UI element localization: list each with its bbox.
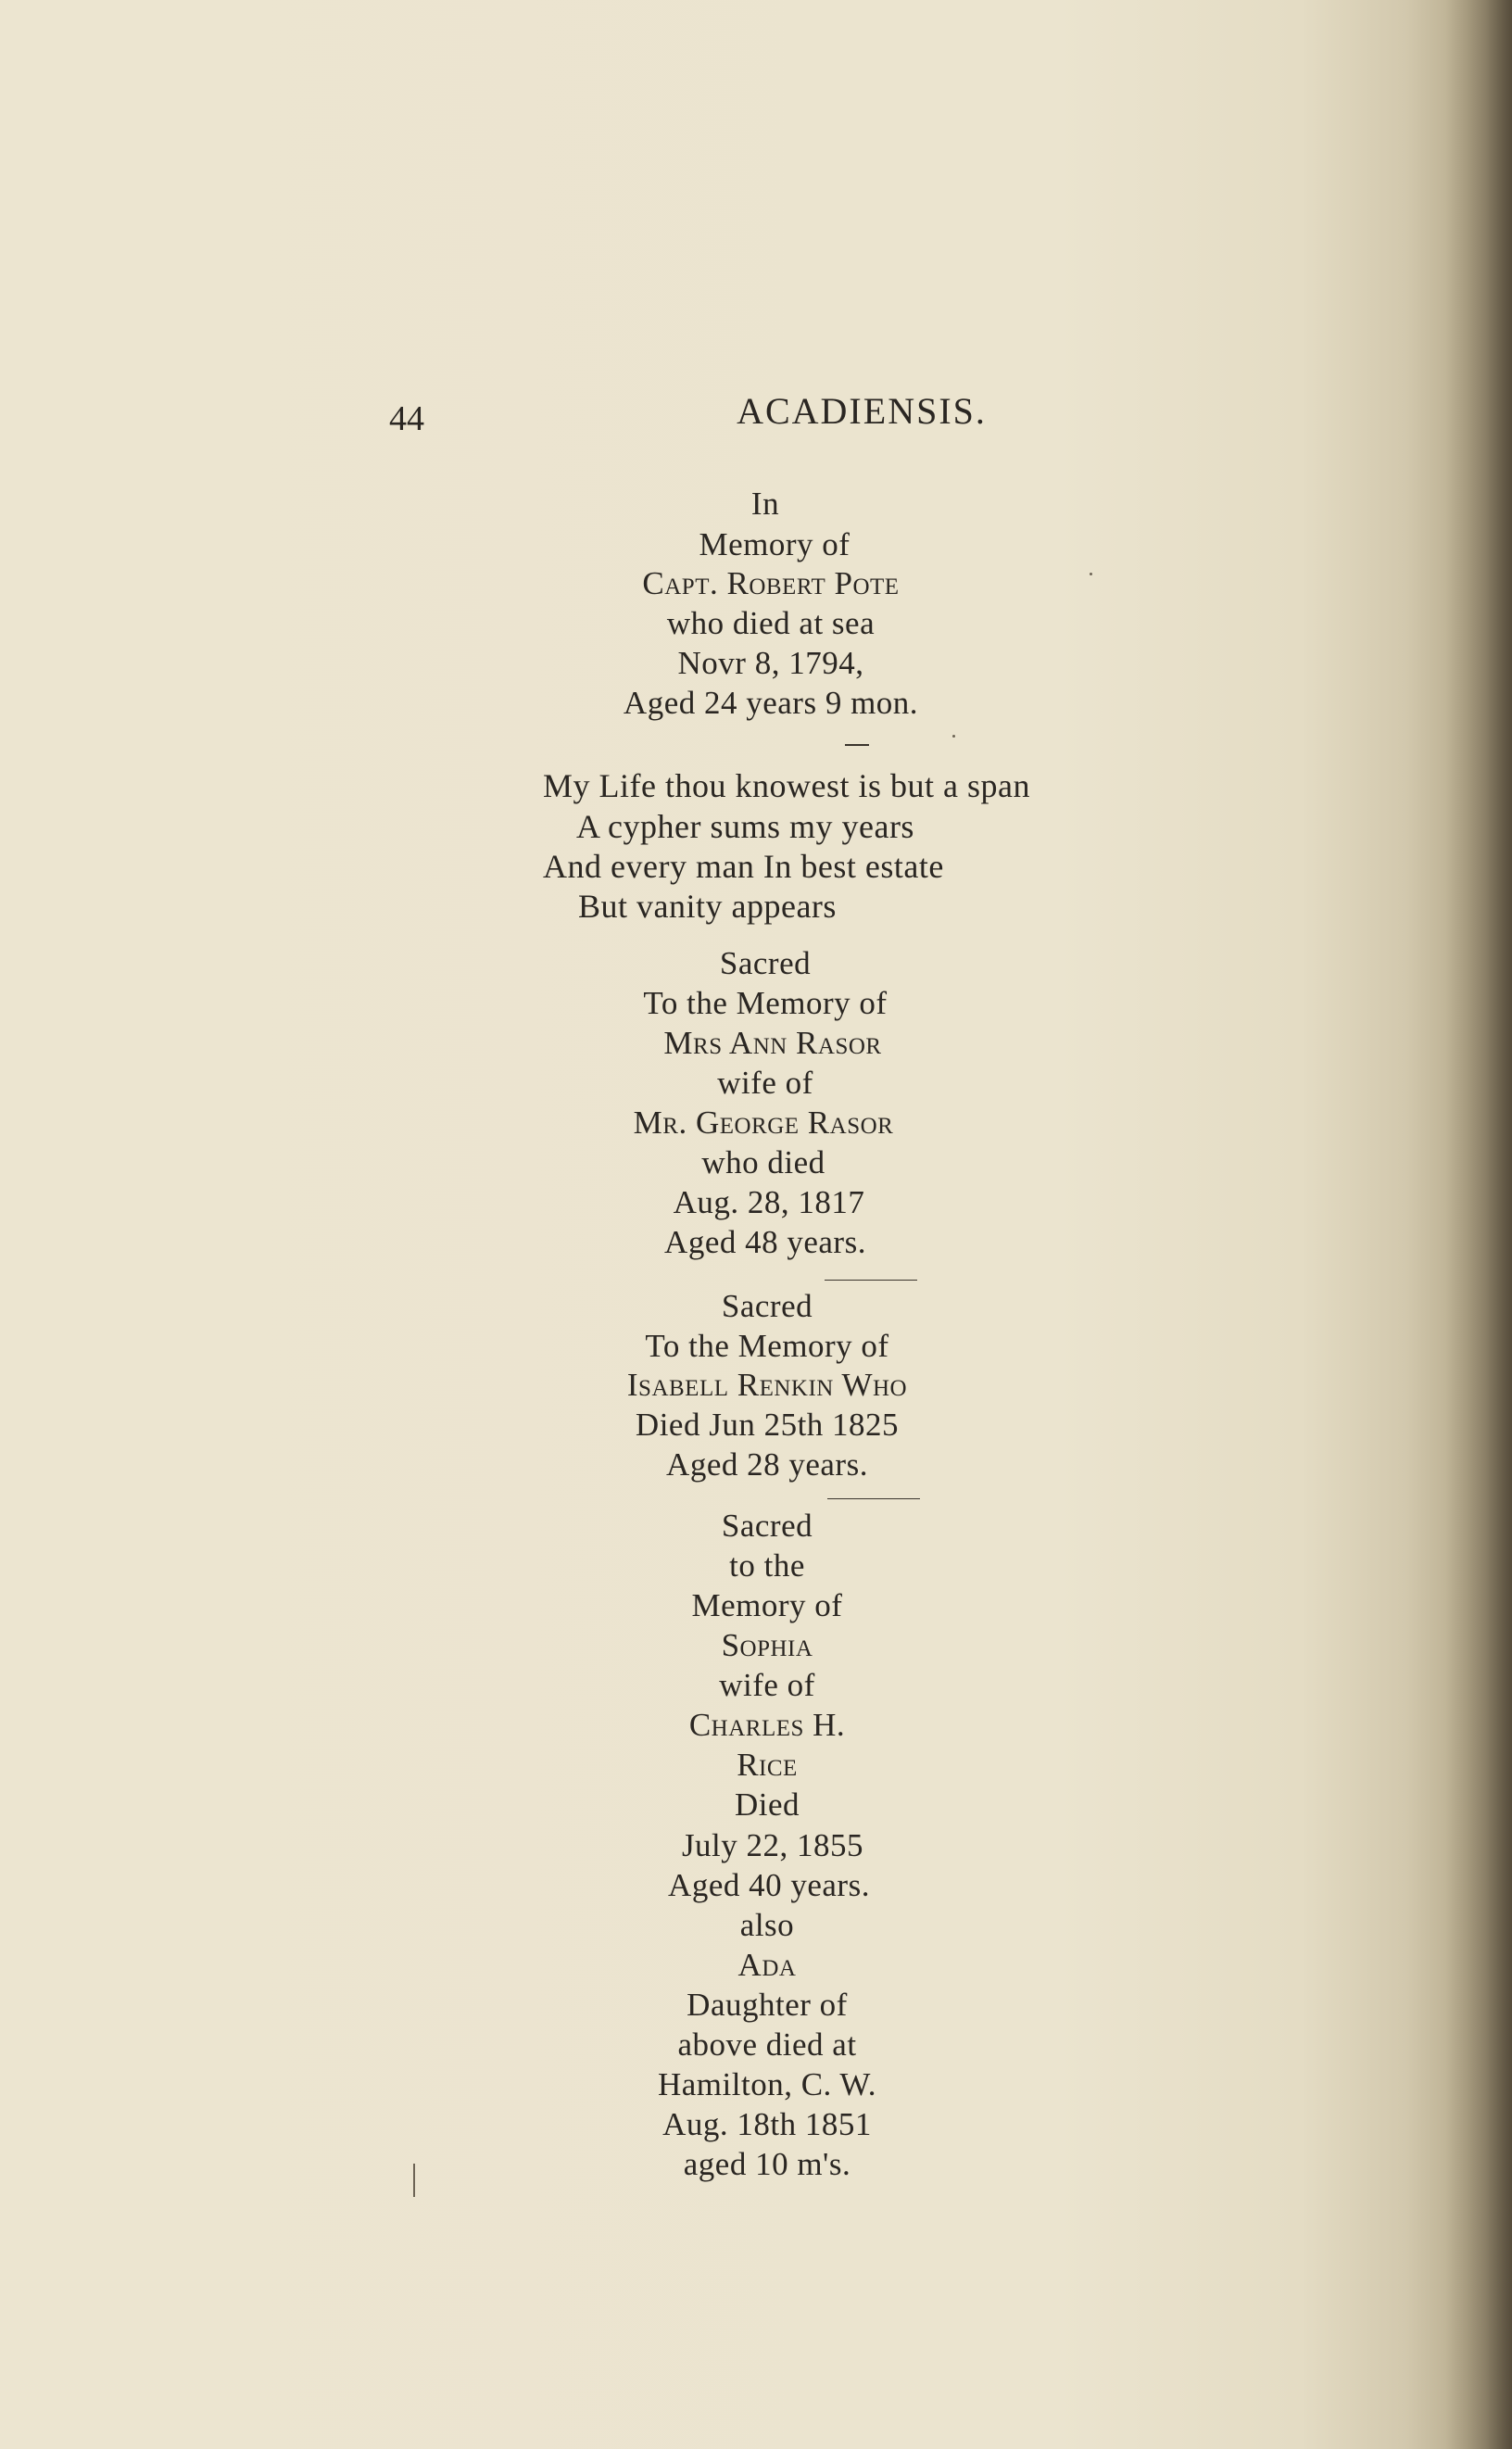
epitaph-line: Sacred bbox=[719, 945, 812, 981]
epitaph-name: Ada bbox=[737, 1947, 797, 1983]
epitaph-line: to the bbox=[729, 1547, 805, 1584]
epitaph-line: Memory of bbox=[691, 1587, 843, 1623]
epitaph-name: Mrs Ann Rasor bbox=[663, 1025, 882, 1061]
epitaph-line: also bbox=[739, 1907, 795, 1943]
epitaph-line: who died bbox=[701, 1144, 825, 1180]
epitaph-name: Charles H. bbox=[688, 1707, 846, 1743]
paper-speck bbox=[413, 2164, 415, 2197]
paper-speck bbox=[952, 735, 955, 738]
running-title: ACADIENSIS. bbox=[737, 390, 987, 432]
epitaph-name: Rice bbox=[737, 1747, 798, 1783]
epitaph-age: Aged 24 years 9 mon. bbox=[623, 685, 919, 721]
epitaph-age: Aged 48 years. bbox=[664, 1224, 866, 1260]
epitaph-line: To the Memory of bbox=[645, 1328, 889, 1364]
epitaph-line: Sacred bbox=[721, 1508, 813, 1544]
epitaph-line: Memory of bbox=[699, 526, 850, 562]
epitaph-date: July 22, 1855 bbox=[681, 1827, 864, 1863]
epitaph-line: wife of bbox=[717, 1065, 813, 1101]
epitaph-age: Aged 40 years. bbox=[668, 1867, 870, 1903]
epitaph-line: Died bbox=[734, 1786, 800, 1823]
epitaph-line: To the Memory of bbox=[643, 985, 888, 1021]
epitaph-date: Aug. 18th 1851 bbox=[662, 2106, 872, 2142]
epitaph-date: Died Jun 25th 1825 bbox=[635, 1407, 900, 1443]
verse-line: But vanity appears bbox=[578, 888, 837, 925]
epitaph-age: Aged 28 years. bbox=[666, 1446, 868, 1483]
epitaph-line: In bbox=[750, 486, 780, 522]
epitaph-name: Capt. Robert Pote bbox=[642, 565, 900, 601]
epitaph-age: aged 10 m's. bbox=[683, 2146, 851, 2182]
rule-divider bbox=[827, 1498, 920, 1499]
page-number: 44 bbox=[389, 399, 424, 438]
epitaph-name: Isabell Renkin Who bbox=[626, 1367, 908, 1403]
epitaph-line: Daughter of bbox=[687, 1987, 848, 2023]
epitaph-date: Novr 8, 1794, bbox=[677, 645, 864, 681]
epitaph-line: above died at bbox=[677, 2026, 857, 2063]
epitaph-line: who died at sea bbox=[666, 605, 876, 641]
verse-line: A cypher sums my years bbox=[576, 808, 914, 845]
verse-line: My Life thou knowest is but a span bbox=[543, 767, 1030, 804]
epitaph-name: Sophia bbox=[721, 1627, 813, 1663]
epitaph-line: Sacred bbox=[721, 1288, 813, 1324]
epitaph-date: Aug. 28, 1817 bbox=[673, 1184, 865, 1220]
epitaph-line: wife of bbox=[719, 1667, 815, 1703]
verse-line: And every man In best estate bbox=[543, 848, 944, 885]
rule-divider bbox=[825, 1280, 917, 1281]
short-dash-divider bbox=[845, 744, 869, 746]
paper-speck bbox=[1090, 573, 1092, 575]
epitaph-name: Mr. George Rasor bbox=[633, 1105, 894, 1141]
epitaph-place: Hamilton, C. W. bbox=[658, 2066, 876, 2102]
